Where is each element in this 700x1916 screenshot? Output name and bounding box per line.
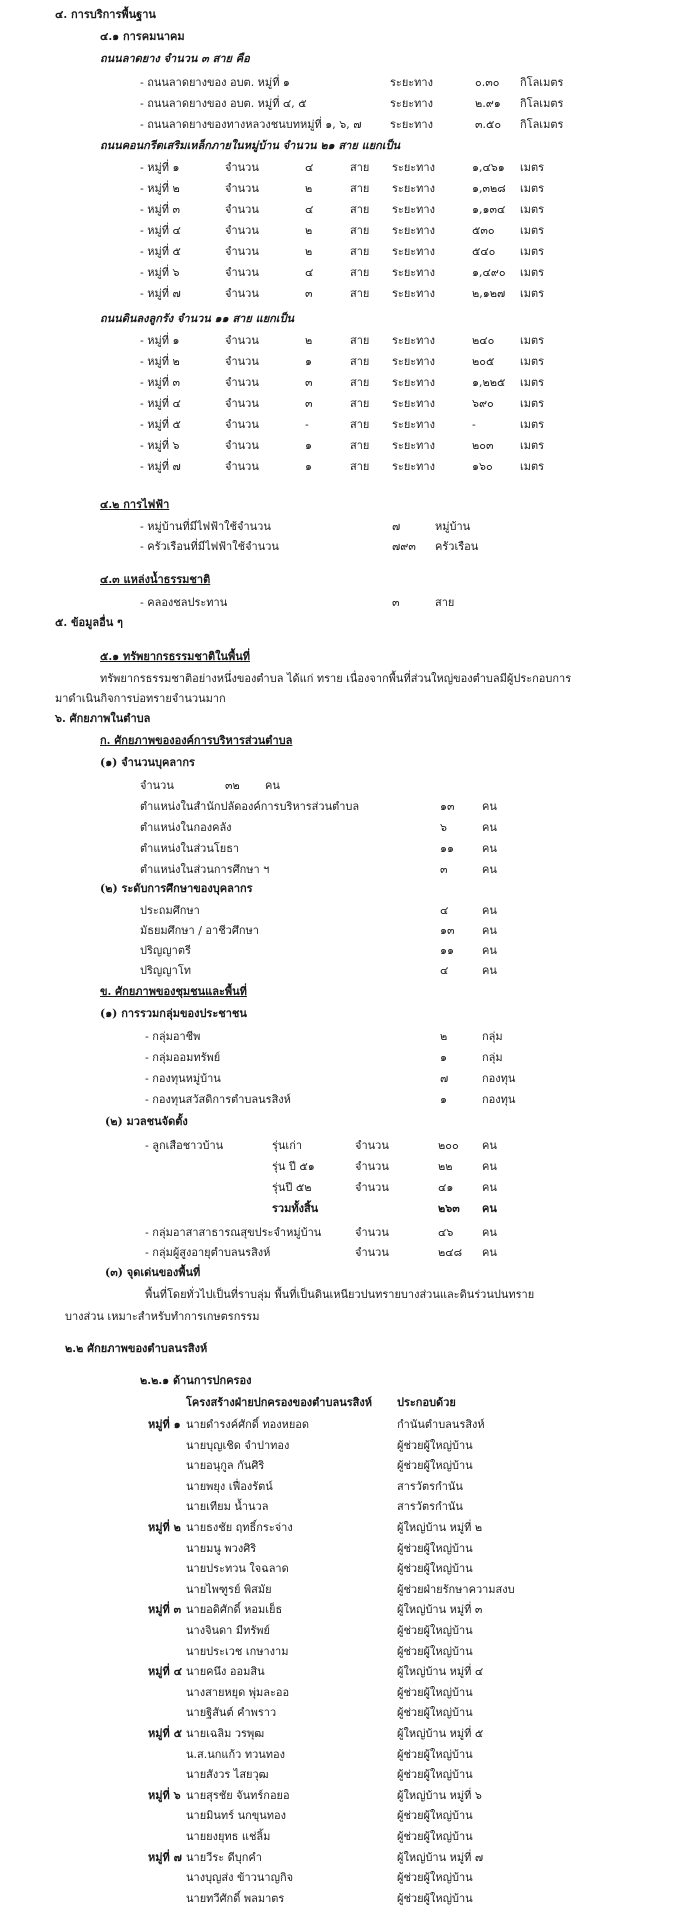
laterite-distance-value: ๒๔๐: [472, 334, 495, 347]
concrete-distance-value: ๑,๔๖๑: [472, 161, 505, 174]
official-role: ผู้ช่วยผู้ใหญ่บ้าน: [397, 1768, 473, 1782]
laterite-heading: ถนนดินลงลูกรัง จำนวน ๑๑ สาย แยกเป็น: [100, 312, 295, 325]
mass-group-count-label: จำนวน: [355, 1226, 389, 1239]
concrete-distance-label: ระยะทาง: [392, 245, 435, 258]
asphalt-distance-unit: กิโลเมตร: [520, 76, 564, 89]
laterite-count-label: จำนวน: [225, 355, 259, 368]
laterite-distance-unit: เมตร: [520, 376, 545, 389]
concrete-count-value: ๒: [305, 245, 313, 258]
laterite-count-label: จำนวน: [225, 418, 259, 431]
laterite-count-unit: สาย: [350, 460, 370, 473]
official-name: นายดำรงค์ศักดิ์ ทองหยอด: [186, 1418, 310, 1431]
asphalt-road-name: - ถนนลาดยางของ อบต. หมู่ที่ ๔, ๕: [140, 97, 307, 110]
laterite-village: - หมู่ที่ ๕: [140, 418, 181, 431]
highlight-title: (๓) จุดเด่นของพื้นที่: [105, 1266, 201, 1279]
electric-value: ๗๙๓: [392, 540, 416, 553]
laterite-distance-unit: เมตร: [520, 397, 545, 410]
concrete-count-value: ๔: [305, 161, 314, 174]
staff-count-title: (๑) จำนวนบุคลากร: [100, 756, 195, 769]
mass-group-label: - กลุ่มอาสาสาธารณสุขประจำหมู่บ้าน: [145, 1226, 322, 1239]
official-role: ผู้ช่วยฝ่ายรักษาความสงบ: [397, 1582, 515, 1596]
laterite-count-value: ๑: [305, 439, 312, 452]
section-5-title: ๕. ข้อมูลอื่น ๆ: [55, 616, 123, 629]
laterite-distance-value: ๑๖๐: [472, 460, 493, 473]
laterite-distance-value: ๑,๒๒๕: [472, 376, 506, 389]
scout-count-label: จำนวน: [355, 1139, 389, 1152]
laterite-distance-unit: เมตร: [520, 355, 545, 368]
official-name: นายสังวร ไสยวุฒ: [186, 1768, 269, 1782]
concrete-distance-value: ๕๔๐: [472, 245, 496, 258]
mass-group-value: ๔๖: [438, 1226, 454, 1239]
concrete-count-label: จำนวน: [225, 182, 259, 195]
community-potential-title: ข. ศักยภาพของชุมชนและพื้นที่: [100, 985, 247, 998]
concrete-count-value: ๒: [305, 224, 313, 237]
concrete-count-value: ๒: [305, 182, 313, 195]
concrete-count-unit: สาย: [350, 203, 370, 216]
laterite-distance-label: ระยะทาง: [392, 439, 435, 452]
electric-title: ๔.๒ การไฟฟ้า: [100, 498, 170, 511]
official-name: น.ส.นกแก้ว ทวนทอง: [186, 1747, 286, 1761]
education-level-value: ๔: [440, 904, 449, 917]
people-group-unit: กลุ่ม: [482, 1030, 503, 1043]
laterite-count-value: ๒: [305, 334, 313, 347]
concrete-count-label: จำนวน: [225, 245, 259, 258]
governance-village: หมู่ที่ ๕: [148, 1727, 182, 1740]
people-group-value: ๑: [440, 1093, 447, 1106]
laterite-village: - หมู่ที่ ๖: [140, 439, 180, 452]
water-label: - คลองชลประทาน: [140, 596, 228, 609]
mass-group-unit: คน: [482, 1226, 497, 1239]
mass-group-unit: คน: [482, 1246, 497, 1259]
sao-potential-title: ก. ศักยภาพขององค์การบริหารส่วนตำบล: [100, 734, 293, 747]
concrete-distance-unit: เมตร: [520, 224, 545, 237]
laterite-distance-value: -: [472, 418, 476, 431]
concrete-distance-value: ๑,๔๙๐: [472, 266, 506, 279]
official-name: นางจินดา มีทรัพย์: [186, 1624, 270, 1637]
structure-header: โครงสร้างฝ่ายปกครองของตำบลนรสิงห์: [186, 1396, 372, 1409]
education-level-label: ปริญญาตรี: [140, 944, 191, 957]
official-role: ผู้ช่วยผู้ใหญ่บ้าน: [397, 1562, 473, 1576]
staff-position-unit: คน: [482, 842, 497, 855]
education-title: (๒) ระดับการศึกษาของบุคลากร: [100, 882, 253, 895]
laterite-distance-value: ๒๐๕: [472, 355, 495, 368]
electric-value: ๗: [392, 520, 401, 533]
official-name: นายฐิสันต์ คำพราว: [186, 1706, 277, 1720]
laterite-count-label: จำนวน: [225, 376, 259, 389]
concrete-distance-unit: เมตร: [520, 287, 545, 300]
laterite-count-value: ๓: [305, 376, 313, 389]
official-role: ผู้ช่วยผู้ใหญ่บ้าน: [397, 1891, 473, 1905]
asphalt-distance-value: ๒.๙๑: [475, 97, 501, 110]
concrete-village: - หมู่ที่ ๓: [140, 203, 180, 216]
education-level-unit: คน: [482, 944, 497, 957]
concrete-village: - หมู่ที่ ๕: [140, 245, 181, 258]
mass-group-value: ๒๔๘: [438, 1246, 463, 1259]
transport-title: ๔.๑ การคมนาคม: [100, 30, 185, 43]
laterite-distance-label: ระยะทาง: [392, 376, 435, 389]
official-name: นายมินทร์ นกขุนทอง: [186, 1809, 287, 1823]
concrete-distance-unit: เมตร: [520, 182, 545, 195]
laterite-count-unit: สาย: [350, 355, 370, 368]
mass-title: (๒) มวลชนจัดตั้ง: [105, 1115, 188, 1128]
section-6-title: ๖. ศักยภาพในตำบล: [55, 712, 151, 725]
concrete-distance-label: ระยะทาง: [392, 161, 435, 174]
laterite-distance-unit: เมตร: [520, 418, 545, 431]
concrete-count-label: จำนวน: [225, 203, 259, 216]
electric-label: - หมู่บ้านที่มีไฟฟ้าใช้จำนวน: [140, 520, 271, 533]
electric-unit: หมู่บ้าน: [435, 520, 471, 533]
official-role: ผู้ช่วยผู้ใหญ่บ้าน: [397, 1871, 473, 1885]
education-level-unit: คน: [482, 964, 497, 977]
concrete-count-unit: สาย: [350, 287, 370, 300]
education-level-label: ปริญญาโท: [140, 964, 191, 977]
laterite-count-value: ๑: [305, 460, 312, 473]
official-name: นายวีระ ดีบุกคำ: [186, 1850, 262, 1864]
concrete-count-value: ๔: [305, 203, 314, 216]
official-name: นายประเวช เกษางาม: [186, 1644, 289, 1658]
scout-count-value: ๒๐๐: [438, 1139, 459, 1152]
scout-generation: รุ่น ปี ๕๑: [272, 1160, 315, 1173]
scout-count-value: ๒๒: [438, 1160, 453, 1173]
staff-position-value: ๑๑: [440, 842, 454, 855]
electric-unit: ครัวเรือน: [435, 540, 479, 553]
official-role: สารวัตรกำนัน: [397, 1479, 463, 1493]
official-role: ผู้ใหญ่บ้าน หมู่ที่ ๓: [397, 1603, 483, 1617]
people-group-value: ๑: [440, 1051, 447, 1064]
official-role: ผู้ช่วยผู้ใหญ่บ้าน: [397, 1706, 473, 1720]
laterite-distance-label: ระยะทาง: [392, 418, 435, 431]
official-name: นายบุญเชิด จำปาทอง: [186, 1438, 290, 1452]
concrete-count-unit: สาย: [350, 245, 370, 258]
village-scouts-label: - ลูกเสือชาวบ้าน: [145, 1139, 224, 1152]
concrete-distance-label: ระยะทาง: [392, 266, 435, 279]
official-role: ผู้ช่วยผู้ใหญ่บ้าน: [397, 1459, 473, 1473]
official-name: นายธงชัย ฤทธิ์กระจ่าง: [186, 1521, 293, 1534]
scout-generation: รุ่นเก่า: [272, 1139, 303, 1152]
laterite-count-unit: สาย: [350, 334, 370, 347]
staff-position-value: ๑๓: [440, 800, 455, 813]
scout-count-label: จำนวน: [355, 1181, 389, 1194]
laterite-count-label: จำนวน: [225, 334, 259, 347]
official-name: นายประทวน ใจฉลาด: [186, 1562, 289, 1576]
concrete-distance-value: ๒,๑๒๗: [472, 287, 506, 300]
water-value: ๓: [392, 596, 400, 609]
education-level-value: ๑๑: [440, 944, 454, 957]
highlight-line-1: พื้นที่โดยทั่วไปเป็นที่ราบลุ่ม พื้นที่เป็นดินเหนียวปนทรายบางส่วนและดินร่วนปนทราย: [145, 1288, 535, 1301]
official-role: สารวัตรกำนัน: [397, 1500, 463, 1514]
asphalt-distance-label: ระยะทาง: [390, 118, 433, 131]
official-name: นายเทียม น้ำนวล: [186, 1500, 269, 1514]
staff-position-unit: คน: [482, 863, 497, 876]
laterite-distance-label: ระยะทาง: [392, 397, 435, 410]
concrete-count-unit: สาย: [350, 266, 370, 279]
laterite-distance-unit: เมตร: [520, 460, 545, 473]
concrete-count-label: จำนวน: [225, 287, 259, 300]
official-name: นายอนุกูล กันศิริ: [186, 1459, 265, 1473]
laterite-village: - หมู่ที่ ๔: [140, 397, 181, 410]
concrete-count-unit: สาย: [350, 224, 370, 237]
people-group-label: - กองทุนหมู่บ้าน: [145, 1072, 221, 1085]
laterite-count-value: ๑: [305, 355, 312, 368]
groups-title: (๑) การรวมกลุ่มของประชาชน: [100, 1007, 247, 1020]
staff-total-value: ๓๒: [225, 779, 240, 792]
composition-header: ประกอบด้วย: [397, 1396, 456, 1409]
asphalt-heading: ถนนลาดยาง จำนวน ๓ สาย คือ: [100, 52, 250, 65]
laterite-distance-unit: เมตร: [520, 439, 545, 452]
concrete-distance-unit: เมตร: [520, 161, 545, 174]
people-group-label: - กลุ่มอาชีพ: [145, 1030, 201, 1043]
natural-resources-title: ๕.๑ ทรัพยากรธรรมชาติในพื้นที่: [100, 650, 251, 663]
education-level-label: มัธยมศึกษา / อาชีวศึกษา: [140, 924, 259, 937]
scout-count-value: ๔๑: [438, 1181, 454, 1194]
laterite-distance-unit: เมตร: [520, 334, 545, 347]
laterite-distance-label: ระยะทาง: [392, 334, 435, 347]
concrete-count-value: ๔: [305, 266, 314, 279]
concrete-count-label: จำนวน: [225, 266, 259, 279]
asphalt-distance-value: ๓.๕๐: [475, 118, 502, 131]
laterite-distance-label: ระยะทาง: [392, 355, 435, 368]
laterite-count-label: จำนวน: [225, 397, 259, 410]
laterite-distance-value: ๒๐๓: [472, 439, 494, 452]
concrete-distance-unit: เมตร: [520, 245, 545, 258]
official-name: นางบุญส่ง ข้าวนาญกิจ: [186, 1871, 294, 1885]
laterite-village: - หมู่ที่ ๓: [140, 376, 180, 389]
staff-position-label: ตำแหน่งในสำนักปลัดองค์การบริหารส่วนตำบล: [140, 800, 360, 813]
concrete-heading: ถนนคอนกรีตเสริมเหล็กภายในหมู่บ้าน จำนวน ๒๑ สาย แยกเป็น: [100, 139, 401, 152]
concrete-count-unit: สาย: [350, 182, 370, 195]
laterite-count-label: จำนวน: [225, 460, 259, 473]
scout-count-unit: คน: [482, 1160, 497, 1173]
people-group-label: - กองทุนสวัสดิการตำบลนรสิงห์: [145, 1093, 291, 1106]
concrete-distance-unit: เมตร: [520, 266, 545, 279]
concrete-count-label: จำนวน: [225, 224, 259, 237]
concrete-distance-unit: เมตร: [520, 203, 545, 216]
staff-position-label: ตำแหน่งในส่วนการศึกษา ฯ: [140, 863, 270, 876]
asphalt-road-name: - ถนนลาดยางของทางหลวงชนบทหมู่ที่ ๑, ๖, ๗: [140, 118, 362, 131]
asphalt-distance-unit: กิโลเมตร: [520, 118, 564, 131]
official-role: ผู้ใหญ่บ้าน หมู่ที่ ๒: [397, 1521, 483, 1534]
laterite-count-value: ๓: [305, 397, 313, 410]
concrete-distance-label: ระยะทาง: [392, 182, 435, 195]
official-role: ผู้ช่วยผู้ใหญ่บ้าน: [397, 1809, 473, 1823]
concrete-count-unit: สาย: [350, 161, 370, 174]
people-group-unit: กลุ่ม: [482, 1051, 503, 1064]
concrete-village: - หมู่ที่ ๖: [140, 266, 180, 279]
governance-village: หมู่ที่ ๔: [148, 1665, 182, 1679]
concrete-distance-value: ๑,๓๒๘: [472, 182, 506, 195]
official-role: ผู้ช่วยผู้ใหญ่บ้าน: [397, 1541, 473, 1555]
official-name: นายทวีศักดิ์ พลมาตร: [186, 1891, 285, 1905]
official-role: ผู้ช่วยผู้ใหญ่บ้าน: [397, 1747, 473, 1761]
official-role: ผู้ใหญ่บ้าน หมู่ที่ ๖: [397, 1788, 482, 1802]
governance-village: หมู่ที่ ๗: [148, 1850, 182, 1864]
people-group-unit: กองทุน: [482, 1072, 516, 1085]
mass-group-count-label: จำนวน: [355, 1246, 389, 1259]
governance-village: หมู่ที่ ๓: [148, 1603, 182, 1617]
governance-village: หมู่ที่ ๖: [148, 1788, 181, 1802]
official-role: ผู้ช่วยผู้ใหญ่บ้าน: [397, 1624, 473, 1637]
scout-generation: รุ่นปี ๕๒: [272, 1181, 312, 1194]
official-name: นายไพฑูรย์ พิสมัย: [186, 1582, 272, 1596]
concrete-distance-value: ๕๓๐: [472, 224, 495, 237]
official-name: นายมนู พวงศิริ: [186, 1541, 257, 1555]
scout-count-label: จำนวน: [355, 1160, 389, 1173]
concrete-distance-label: ระยะทาง: [392, 224, 435, 237]
laterite-count-label: จำนวน: [225, 439, 259, 452]
staff-position-unit: คน: [482, 821, 497, 834]
asphalt-distance-label: ระยะทาง: [390, 97, 433, 110]
staff-position-unit: คน: [482, 800, 497, 813]
concrete-village: - หมู่ที่ ๒: [140, 182, 180, 195]
official-name: นายเฉลิม วรพุฒ: [186, 1727, 265, 1740]
official-name: นายคนึง ออมสิน: [186, 1665, 265, 1679]
staff-position-label: ตำแหน่งในส่วนโยธา: [140, 842, 240, 855]
people-group-unit: กองทุน: [482, 1093, 516, 1106]
asphalt-road-name: - ถนนลาดยางของ อบต. หมู่ที่ ๑: [140, 76, 290, 89]
concrete-distance-label: ระยะทาง: [392, 203, 435, 216]
concrete-distance-value: ๑,๑๓๔: [472, 203, 506, 216]
laterite-village: - หมู่ที่ ๑: [140, 334, 180, 347]
asphalt-distance-label: ระยะทาง: [390, 76, 433, 89]
water-unit: สาย: [435, 596, 455, 609]
electric-label: - ครัวเรือนที่มีไฟฟ้าใช้จำนวน: [140, 540, 279, 553]
concrete-distance-label: ระยะทาง: [392, 287, 435, 300]
education-level-unit: คน: [482, 904, 497, 917]
official-name: นายยงยุทธ แช่ลิ้ม: [186, 1830, 271, 1843]
official-name: นายสุรชัย จันทร์กอยอ: [186, 1788, 290, 1802]
concrete-village: - หมู่ที่ ๑: [140, 161, 180, 174]
laterite-count-unit: สาย: [350, 397, 370, 410]
laterite-village: - หมู่ที่ ๒: [140, 355, 180, 368]
laterite-distance-label: ระยะทาง: [392, 460, 435, 473]
education-level-value: ๔: [440, 964, 449, 977]
official-role: ผู้ใหญ่บ้าน หมู่ที่ ๗: [397, 1850, 484, 1864]
official-role: ผู้ใหญ่บ้าน หมู่ที่ ๕: [397, 1727, 484, 1740]
official-role: ผู้ใหญ่บ้าน หมู่ที่ ๔: [397, 1665, 484, 1679]
laterite-distance-value: ๖๙๐: [472, 397, 494, 410]
official-role: กำนันตำบลนรสิงห์: [397, 1418, 485, 1431]
scout-total-value: ๒๖๓: [438, 1202, 460, 1215]
governance-village: หมู่ที่ ๒: [148, 1521, 181, 1534]
governance-title: ๒.๒.๑ ด้านการปกครอง: [140, 1374, 252, 1387]
concrete-village: - หมู่ที่ ๗: [140, 287, 181, 300]
governance-village: หมู่ที่ ๑: [148, 1418, 181, 1431]
people-group-label: - กลุ่มออมทรัพย์: [145, 1051, 221, 1064]
highlight-line-2: บางส่วน เหมาะสำหรับทำการเกษตรกรรม: [65, 1310, 260, 1323]
water-title: ๔.๓ แหล่งน้ำธรรมชาติ: [100, 573, 211, 586]
staff-position-label: ตำแหน่งในกองคลัง: [140, 821, 232, 834]
concrete-count-label: จำนวน: [225, 161, 259, 174]
section-4-title: ๔. การบริการพื้นฐาน: [55, 8, 156, 21]
asphalt-distance-unit: กิโลเมตร: [520, 97, 564, 110]
natural-resources-para-1: ทรัพยากรธรรมชาติอย่างหนึ่งของตำบล ได้แก่ ทราย เนื่องจากพื้นที่ส่วนใหญ่ของตำบลมีผู้ประกอบการ: [100, 672, 572, 685]
official-role: ผู้ช่วยผู้ใหญ่บ้าน: [397, 1685, 473, 1699]
section-2-2-title: ๒.๒ ศักยภาพของตำบลนรสิงห์: [65, 1342, 208, 1355]
mass-group-label: - กลุ่มผู้สูงอายุตำบลนรสิงห์: [145, 1246, 271, 1259]
asphalt-distance-value: ๐.๓๐: [475, 76, 500, 89]
scout-count-unit: คน: [482, 1181, 497, 1194]
laterite-count-unit: สาย: [350, 418, 370, 431]
laterite-village: - หมู่ที่ ๗: [140, 460, 181, 473]
official-role: ผู้ช่วยผู้ใหญ่บ้าน: [397, 1438, 473, 1452]
official-role: ผู้ช่วยผู้ใหญ่บ้าน: [397, 1830, 473, 1843]
concrete-village: - หมู่ที่ ๔: [140, 224, 181, 237]
education-level-label: ประถมศึกษา: [140, 904, 200, 917]
staff-total-label: จำนวน: [140, 779, 174, 792]
people-group-value: ๒: [440, 1030, 448, 1043]
laterite-count-value: -: [305, 418, 309, 431]
education-level-unit: คน: [482, 924, 497, 937]
people-group-value: ๗: [440, 1072, 449, 1085]
education-level-value: ๑๓: [440, 924, 455, 937]
concrete-count-value: ๓: [305, 287, 313, 300]
staff-position-value: ๓: [440, 863, 448, 876]
scout-count-unit: คน: [482, 1139, 497, 1152]
official-name: นายพยุง เฟื่องรัตน์: [186, 1479, 273, 1493]
laterite-count-unit: สาย: [350, 376, 370, 389]
official-name: นางสายหยุด พุ่มละออ: [186, 1685, 290, 1699]
staff-total-unit: คน: [265, 779, 280, 792]
official-role: ผู้ช่วยผู้ใหญ่บ้าน: [397, 1644, 473, 1658]
natural-resources-para-2: มาดำเนินกิจการบ่อทรายจำนวนมาก: [55, 692, 226, 705]
laterite-count-unit: สาย: [350, 439, 370, 452]
scout-total-label: รวมทั้งสิ้น: [272, 1202, 319, 1215]
staff-position-value: ๖: [440, 821, 447, 834]
official-name: นายอดิศักดิ์ หอมเย็ธ: [186, 1603, 283, 1617]
scout-total-unit: คน: [482, 1202, 497, 1215]
